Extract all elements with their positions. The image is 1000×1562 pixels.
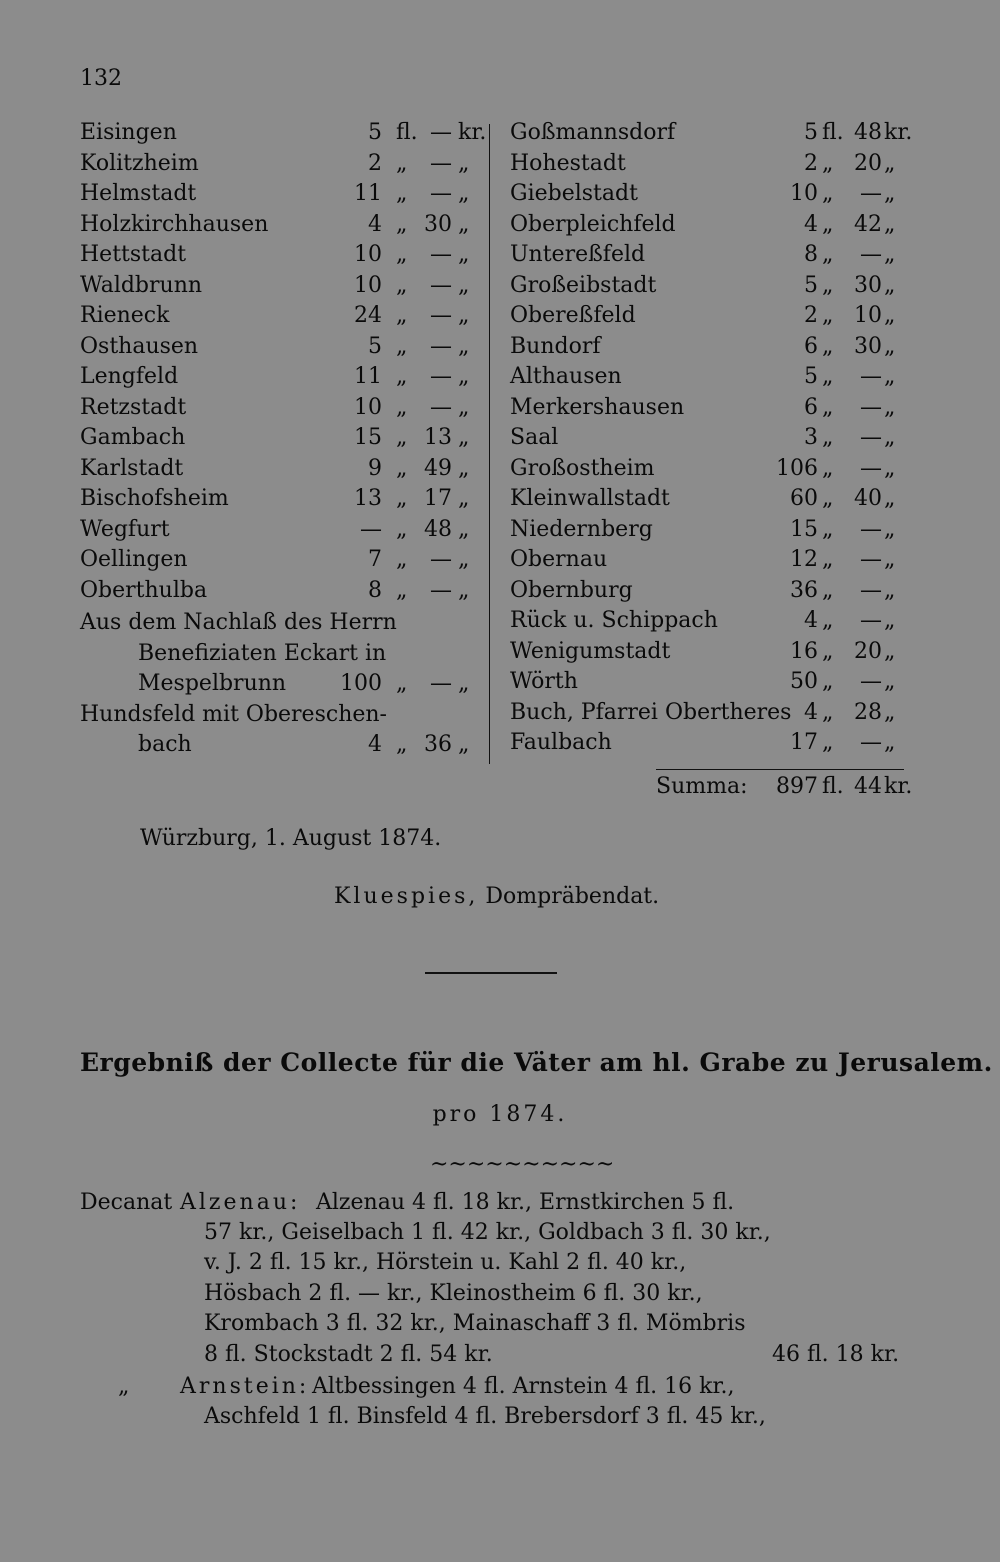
entry-amount: —: [860, 242, 882, 267]
decanat-line: Alzenau 4 fl. 18 kr., Ernstkirchen 5 fl.: [316, 1190, 735, 1215]
entry-unit: „: [822, 638, 834, 664]
list-item: [510, 179, 930, 209]
entry-amount: 106: [776, 455, 818, 481]
list-item: [80, 301, 500, 331]
entry-amount: 28: [854, 699, 882, 725]
entry-amount: 42: [854, 211, 882, 237]
entry-amount: 6: [804, 394, 818, 420]
entry-amount: 30: [854, 272, 882, 298]
list-item: [80, 240, 500, 270]
entry-amount: 40: [854, 486, 882, 511]
entry-unit: „: [822, 699, 834, 725]
decanat-line: v. J. 2 fl. 15 kr., Hörstein u. Kahl 2 fl. 40 kr.,: [204, 1250, 687, 1275]
list-item: [510, 606, 930, 636]
entry-unit: „: [884, 577, 896, 603]
entry-unit: „: [884, 547, 896, 572]
entry-amount: 10: [790, 181, 818, 206]
list-item: [80, 454, 500, 484]
entry-unit: fl.: [396, 120, 418, 145]
entry-name: Wegfurt: [80, 516, 170, 542]
entry-unit: „: [822, 730, 834, 755]
entry-name: Saal: [510, 425, 559, 450]
entry-unit: „: [458, 150, 470, 176]
entry-unit: „: [822, 181, 834, 206]
list-item: bach 4 „ 36 „: [138, 732, 470, 757]
list-item: [510, 271, 930, 301]
entry-unit: „: [458, 425, 470, 450]
entry-unit: „: [884, 333, 896, 359]
decanat-name-alzenau: Alzenau:: [180, 1190, 301, 1215]
list-item: [80, 362, 500, 392]
entry-amount: 5: [368, 120, 382, 145]
entry-unit: „: [458, 303, 470, 328]
entry-amount: 48: [424, 516, 452, 542]
entry-name: Wenigumstadt: [510, 638, 671, 664]
decanat-line: 8 fl. Stockstadt 2 fl. 54 kr.: [204, 1342, 493, 1367]
entry-unit: „: [822, 272, 834, 298]
entry-name: Niedernberg: [510, 516, 653, 542]
place-date: Würzburg, 1. August 1874.: [140, 826, 442, 851]
section-heading: Ergebniß der Collecte für die Väter am hl. Grabe zu Jerusalem.: [80, 1048, 993, 1077]
entry-amount: —: [430, 303, 452, 328]
list-item: [510, 393, 930, 423]
entry-name: Goßmannsdorf: [510, 120, 676, 145]
entry-unit: „: [396, 242, 408, 267]
entry-amount: —: [430, 272, 452, 298]
entry-amount: 17: [790, 730, 818, 755]
list-item: [510, 149, 930, 179]
entry-amount: 48: [854, 120, 882, 145]
entry-name: Großostheim: [510, 455, 655, 481]
entry-name: Untereßfeld: [510, 242, 646, 267]
entry-name: Bundorf: [510, 333, 601, 359]
entry-amount: 50: [790, 669, 818, 694]
decanat-line: Altbessingen 4 fl. Arnstein 4 fl. 16 kr.,: [312, 1374, 735, 1399]
entry-unit: „: [884, 150, 896, 176]
entry-unit: „: [884, 486, 896, 511]
entry-name: Bischofsheim: [80, 486, 229, 511]
entry-unit: „: [396, 455, 408, 481]
entry-name: Eisingen: [80, 120, 177, 145]
entry-unit: „: [822, 669, 834, 694]
entry-unit: „: [822, 150, 834, 176]
entry-unit: „: [822, 608, 834, 633]
entry-name: Oberthulba: [80, 577, 208, 603]
entry-amount: —: [860, 455, 882, 481]
entry-amount: —: [860, 394, 882, 420]
list-item: [80, 515, 500, 545]
list-item: [510, 118, 930, 148]
entry-amount: 36: [790, 577, 818, 603]
list-item: Mespelbrunn 100 „ — „: [138, 671, 470, 696]
list-item: [80, 210, 500, 240]
entry-name: Rück u. Schippach: [510, 608, 718, 633]
entry-unit: „: [396, 181, 408, 206]
entry-amount: 24: [354, 303, 382, 328]
entry-name: Großeibstadt: [510, 272, 657, 298]
entry-unit: „: [396, 150, 408, 176]
entry-amount: 4: [804, 699, 818, 725]
entry-amount: 11: [354, 181, 382, 206]
ditto-mark: „: [118, 1374, 130, 1399]
entry-amount: —: [430, 120, 452, 145]
entry-unit: „: [822, 577, 834, 603]
entry-amount: —: [860, 669, 882, 694]
entry-unit: „: [884, 211, 896, 237]
entry-amount: 8: [368, 577, 382, 603]
entry-amount: —: [360, 516, 382, 542]
entry-amount: 8: [804, 242, 818, 267]
entry-unit: „: [458, 364, 470, 389]
entry-amount: —: [860, 577, 882, 603]
entry-amount: 15: [354, 425, 382, 450]
entry-unit: „: [884, 699, 896, 725]
entry-amount: —: [430, 577, 452, 603]
entry-amount: 4: [804, 211, 818, 237]
entry-unit: „: [396, 333, 408, 359]
page-number: 132: [80, 66, 122, 91]
entry-unit: „: [822, 486, 834, 511]
list-item: [510, 301, 930, 331]
entry-unit: „: [884, 394, 896, 420]
list-item: [80, 179, 500, 209]
entry-name: Althausen: [510, 364, 622, 389]
entry-unit: „: [884, 638, 896, 664]
decanat-line: Hösbach 2 fl. — kr., Kleinostheim 6 fl. 30 kr.,: [204, 1281, 703, 1306]
signature-title: Dompräbendat.: [485, 884, 660, 909]
sum-rule: [656, 769, 904, 770]
list-item: [510, 667, 930, 697]
entry-name: Giebelstadt: [510, 181, 638, 206]
entry-name: Oberpleichfeld: [510, 211, 676, 237]
entry-unit: „: [458, 455, 470, 481]
entry-amount: —: [860, 547, 882, 572]
entry-unit: kr.: [458, 120, 487, 145]
entry-name: Merkershausen: [510, 394, 685, 420]
column-divider: [489, 124, 490, 764]
entry-unit: „: [822, 333, 834, 359]
signature-name: Kluespies,: [334, 884, 479, 909]
entry-name: Hohestadt: [510, 150, 626, 176]
list-item: [510, 423, 930, 453]
list-item: Hundsfeld mit Obereschen-: [80, 702, 387, 727]
list-item: [510, 728, 930, 758]
entry-amount: 10: [354, 394, 382, 420]
entry-amount: 10: [354, 272, 382, 298]
list-item: [510, 576, 930, 606]
entry-unit: „: [396, 425, 408, 450]
entry-amount: 4: [804, 608, 818, 633]
entry-amount: 4: [368, 211, 382, 237]
entry-amount: —: [430, 150, 452, 176]
list-item: [80, 332, 500, 362]
entry-amount: 16: [790, 638, 818, 664]
entry-unit: „: [822, 516, 834, 542]
list-item: [510, 484, 930, 514]
entry-unit: „: [458, 577, 470, 603]
entry-unit: „: [458, 181, 470, 206]
decanat-total: 46 fl. 18 kr.: [772, 1342, 900, 1367]
list-item: [510, 332, 930, 362]
entry-unit: „: [396, 272, 408, 298]
entry-unit: „: [822, 425, 834, 450]
entry-amount: —: [860, 516, 882, 542]
entry-unit: „: [458, 547, 470, 572]
entry-name: Wörth: [510, 669, 578, 694]
entry-unit: „: [396, 486, 408, 511]
list-item: [510, 454, 930, 484]
list-item: [80, 423, 500, 453]
entry-amount: —: [860, 608, 882, 633]
entry-amount: —: [860, 181, 882, 206]
signature: [334, 884, 659, 909]
list-item: [80, 576, 500, 606]
subheading: pro 1874.: [432, 1102, 568, 1127]
entry-amount: 17: [424, 486, 452, 511]
entry-amount: 7: [368, 547, 382, 572]
entry-name: Karlstadt: [80, 455, 184, 481]
decanat-label: Decanat: [80, 1190, 173, 1215]
decanat-line: Aschfeld 1 fl. Binsfeld 4 fl. Brebersdorf 3 fl. 45 kr.,: [204, 1404, 766, 1429]
entry-unit: „: [396, 364, 408, 389]
entry-amount: 10: [354, 242, 382, 267]
decanat-line: Krombach 3 fl. 32 kr., Mainaschaff 3 fl. Mömbris: [204, 1311, 746, 1336]
entry-amount: 60: [790, 486, 818, 511]
entry-amount: 10: [854, 303, 882, 328]
entry-amount: —: [860, 364, 882, 389]
list-item: [80, 393, 500, 423]
entry-unit: „: [396, 394, 408, 420]
entry-unit: „: [884, 730, 896, 755]
entry-amount: —: [430, 364, 452, 389]
entry-unit: „: [822, 211, 834, 237]
entry-amount: 2: [368, 150, 382, 176]
entry-amount: —: [860, 425, 882, 450]
entry-unit: „: [396, 516, 408, 542]
entry-amount: —: [430, 333, 452, 359]
entry-unit: „: [822, 242, 834, 267]
entry-unit: „: [822, 547, 834, 572]
entry-unit: „: [884, 272, 896, 298]
decanat-name-arnstein: Arnstein:: [180, 1374, 310, 1399]
entry-unit: „: [458, 272, 470, 298]
entry-unit: „: [884, 516, 896, 542]
entry-name: Obereßfeld: [510, 303, 636, 328]
entry-amount: 5: [804, 272, 818, 298]
entry-unit: „: [884, 455, 896, 481]
entry-name: Retzstadt: [80, 394, 187, 420]
entry-unit: „: [396, 577, 408, 603]
entry-unit: fl.: [822, 120, 844, 145]
decanat-line: 57 kr., Geiselbach 1 fl. 42 kr., Goldbach 3 fl. 30 kr.,: [204, 1220, 771, 1245]
entry-name: Oellingen: [80, 547, 188, 572]
list-item: [510, 515, 930, 545]
entry-unit: „: [458, 242, 470, 267]
list-item: [80, 149, 500, 179]
entry-unit: „: [396, 547, 408, 572]
entry-name: Obernau: [510, 547, 608, 572]
entry-amount: 13: [354, 486, 382, 511]
entry-unit: „: [884, 669, 896, 694]
list-item: [510, 210, 930, 240]
entry-name: Faulbach: [510, 730, 612, 755]
list-item: [510, 698, 930, 728]
entry-name: Holzkirchhausen: [80, 211, 269, 237]
entry-unit: „: [458, 394, 470, 420]
entry-unit: „: [458, 333, 470, 359]
entry-amount: 12: [790, 547, 818, 572]
list-item: [80, 271, 500, 301]
entry-unit: „: [884, 425, 896, 450]
entry-amount: 30: [854, 333, 882, 359]
entry-amount: 5: [368, 333, 382, 359]
entry-amount: 5: [804, 120, 818, 145]
entry-amount: 3: [804, 425, 818, 450]
entry-unit: „: [884, 303, 896, 328]
list-item: Benefiziaten Eckart in: [138, 641, 387, 666]
entry-amount: —: [430, 394, 452, 420]
section-divider: [425, 972, 557, 974]
entry-amount: 20: [854, 638, 882, 664]
entry-unit: „: [822, 394, 834, 420]
entry-name: Waldbrunn: [80, 272, 203, 298]
entry-unit: „: [396, 303, 408, 328]
entry-name: Lengfeld: [80, 364, 179, 389]
entry-amount: 15: [790, 516, 818, 542]
entry-amount: 30: [424, 211, 452, 237]
entry-amount: 2: [804, 150, 818, 176]
entry-amount: —: [860, 730, 882, 755]
entry-name: Rieneck: [80, 303, 170, 328]
entry-amount: 6: [804, 333, 818, 359]
entry-unit: „: [822, 303, 834, 328]
entry-name: Kleinwallstadt: [510, 486, 670, 511]
list-item: [510, 240, 930, 270]
entry-name: Hettstadt: [80, 242, 187, 267]
list-item: [510, 545, 930, 575]
entry-name: Obernburg: [510, 577, 633, 603]
entry-unit: „: [396, 211, 408, 237]
entry-name: Osthausen: [80, 333, 199, 359]
entry-amount: 11: [354, 364, 382, 389]
list-item: Aus dem Nachlaß des Herrn: [80, 610, 397, 635]
entry-name: Buch, Pfarrei Obertheres: [510, 699, 792, 725]
entry-unit: „: [884, 242, 896, 267]
entry-name: Kolitzheim: [80, 150, 199, 176]
entry-unit: „: [458, 486, 470, 511]
entry-amount: —: [430, 242, 452, 267]
entry-unit: „: [458, 516, 470, 542]
entry-unit: „: [822, 364, 834, 389]
list-item: [80, 118, 500, 148]
list-item: [80, 484, 500, 514]
entry-unit: „: [884, 181, 896, 206]
entry-unit: kr.: [884, 120, 913, 145]
entry-unit: „: [458, 211, 470, 237]
entry-name: Gambach: [80, 425, 186, 450]
entry-unit: „: [884, 608, 896, 633]
summa-row: Summa: 897 fl. 44 kr.: [656, 774, 913, 799]
entry-amount: 49: [424, 455, 452, 481]
entry-unit: „: [822, 455, 834, 481]
entry-amount: 9: [368, 455, 382, 481]
list-item: [510, 362, 930, 392]
entry-amount: —: [430, 181, 452, 206]
entry-amount: 13: [424, 425, 452, 450]
list-item: [80, 545, 500, 575]
entry-amount: 20: [854, 150, 882, 176]
entry-unit: „: [884, 364, 896, 389]
entry-amount: 5: [804, 364, 818, 389]
ornament-line: ~~~~~~~~~~: [430, 1152, 615, 1177]
list-item: [510, 637, 930, 667]
entry-name: Helmstadt: [80, 181, 197, 206]
entry-amount: 2: [804, 303, 818, 328]
entry-amount: —: [430, 547, 452, 572]
